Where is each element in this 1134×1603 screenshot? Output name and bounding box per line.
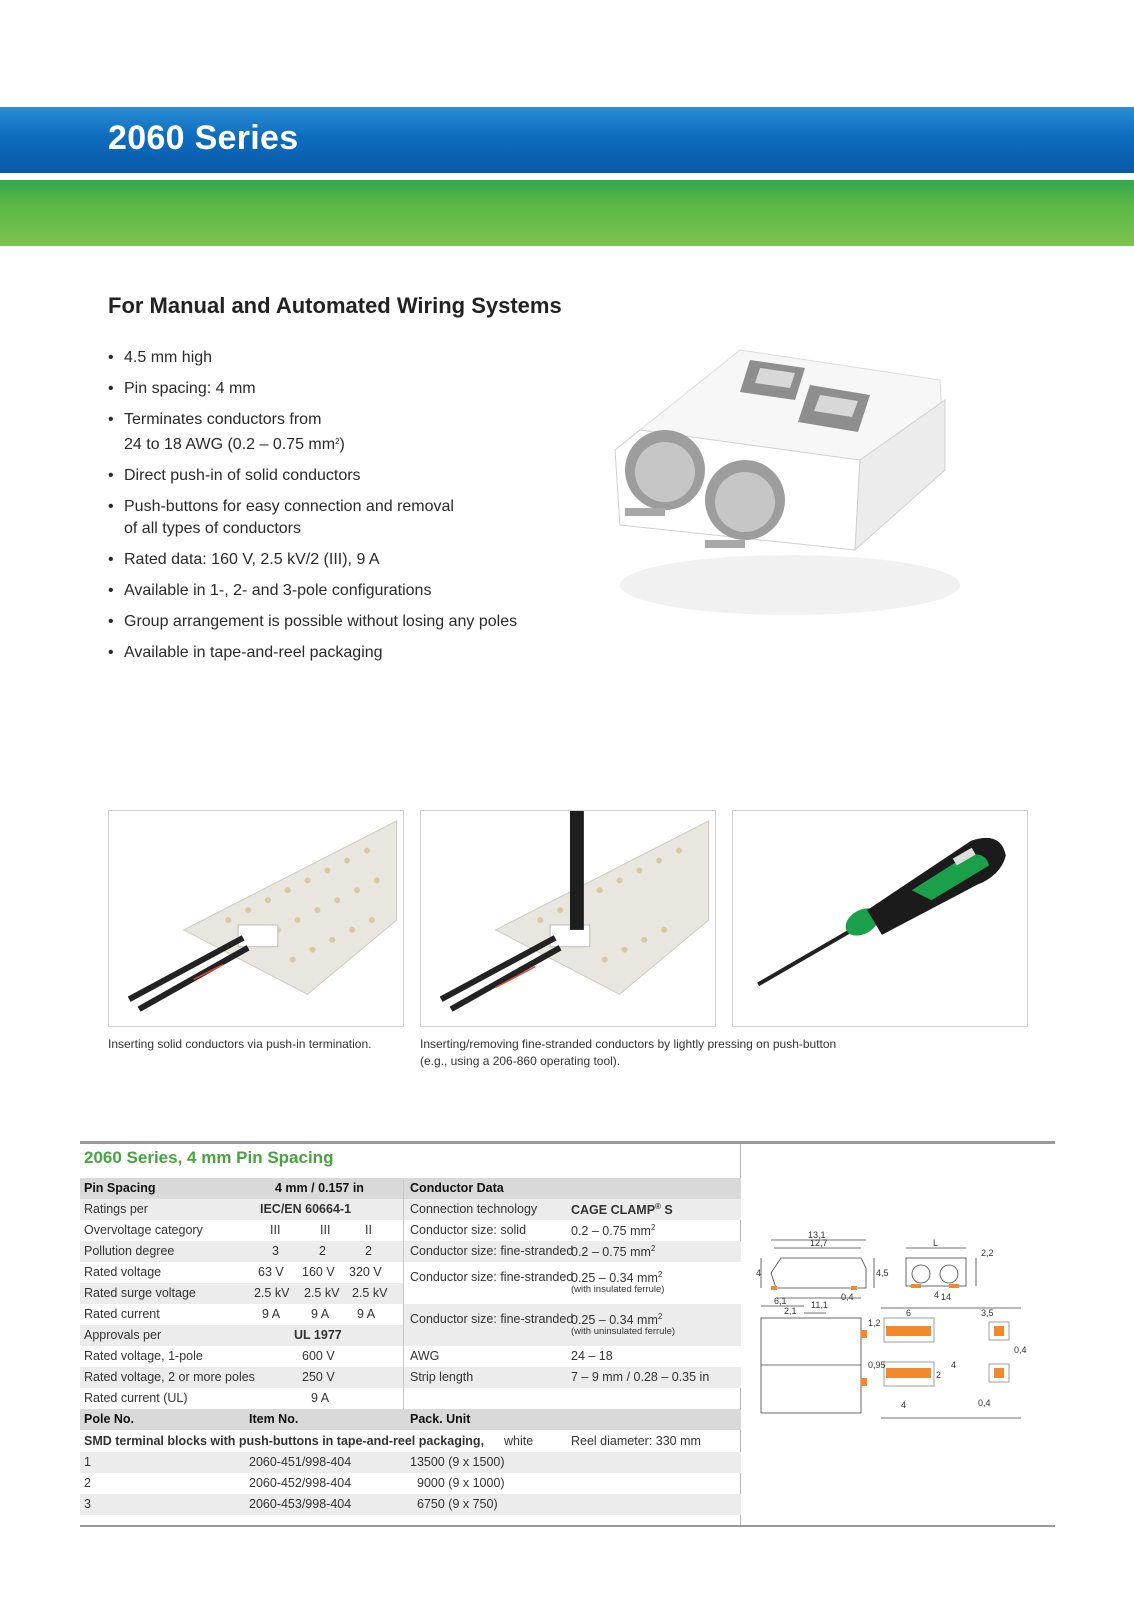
product-image	[600, 340, 980, 620]
dim-12-7: 12,7	[810, 1238, 828, 1248]
spec-title: 2060 Series, 4 mm Pin Spacing	[84, 1148, 334, 1167]
feature-item: • Pin spacing: 4 mm	[108, 378, 578, 400]
header-divider	[0, 173, 1134, 180]
spec-row: Pollution degree 3 2 2	[80, 1241, 741, 1262]
spec-row: Overvoltage category III III II	[84, 1223, 372, 1237]
dim-2-2: 2,2	[981, 1248, 994, 1258]
dim-6-1: 6,1	[774, 1296, 787, 1306]
dim-4: 4	[756, 1268, 762, 1278]
page-title: 2060 Series	[108, 119, 299, 157]
feature-item: • Push-buttons for easy connection and removal of all types of conductors	[108, 496, 578, 540]
dim-6: 6	[906, 1308, 912, 1318]
feature-item: • 4.5 mm high	[108, 347, 578, 369]
feature-list	[108, 347, 578, 673]
spec-row: Rated voltage, 2 or more poles 250 V	[80, 1367, 741, 1388]
conductor-row: Conductor size: fine-stranded 0.25 – 0.34 $mm^2$ (with insulated ferrule)	[404, 1262, 741, 1304]
conductor-row: Connection technology CAGE CLAMP® S	[410, 1202, 673, 1217]
dim-2: 2	[936, 1370, 942, 1380]
dim-13-1: 13,1	[808, 1230, 826, 1240]
dim-4c: 4	[951, 1360, 957, 1370]
feature-item: • Available in tape-and-reel packaging	[108, 642, 578, 664]
caption-push-in: Inserting solid conductors via push-in termination.	[108, 1037, 372, 1051]
spec-row: Rated current (UL) 9 A	[84, 1391, 330, 1405]
feature-item: • Terminates conductors from 24 to 18 AWG (0.2 – 0.75 $mm^2$)	[108, 409, 578, 456]
dim-4b: 4	[934, 1290, 940, 1300]
dim-0-95: 0,95	[868, 1360, 886, 1370]
column-divider	[403, 1180, 404, 1410]
dim-0-4c: 0,4	[978, 1398, 991, 1408]
spec-row: Rated voltage, 1-pole 600 V	[84, 1349, 335, 1363]
order-group-row: SMD terminal blocks with push-buttons in tape-and-reel packaging, white Reel diameter: 330 mm	[84, 1434, 701, 1448]
dim-L: L	[933, 1238, 939, 1248]
conductor-row: AWG 24 – 18	[404, 1346, 741, 1367]
photo-fine-stranded	[420, 810, 716, 1027]
order-header-row: Pole No. Item No. Pack. Unit	[80, 1409, 741, 1430]
caption-fine-stranded: Inserting/removing fine-stranded conductors by lightly pressing on push-button (e.g., using a 206-860 operating tool).	[420, 1037, 837, 1068]
dim-0-4a: 0,4	[841, 1292, 854, 1302]
green-band	[0, 180, 1134, 246]
dim-11-1: 11,1	[811, 1300, 828, 1310]
spec-header-row: Pin Spacing 4 mm / 0.157 in Conductor Data	[80, 1178, 741, 1199]
spec-row: Rated current 9 A 9 A 9 A	[84, 1307, 376, 1321]
spec-left-panel	[80, 1144, 741, 1525]
feature-item: • Rated data: 160 V, 2.5 kV/2 (III), 9 A	[108, 549, 578, 571]
conductor-row: Strip length 7 – 9 mm / 0.28 – 0.35 in	[404, 1367, 741, 1388]
dim-4d: 4	[901, 1400, 907, 1410]
dim-1-2: 1,2	[868, 1318, 881, 1328]
conductor-row: Conductor size: fine-stranded 0.25 – 0.34 $mm^2$ (with uninsulated ferrule)	[404, 1304, 741, 1346]
conductor-row: Conductor size: solid 0.2 – 0.75 $mm^2$	[410, 1223, 656, 1238]
spec-row: Rated surge voltage 2.5 kV 2.5 kV 2.5 kV	[80, 1283, 741, 1304]
conductor-row: Conductor size: fine-stranded 0.2 – 0.75 $mm^2$	[410, 1244, 656, 1259]
dim-0-4b: 0,4	[1014, 1345, 1027, 1355]
order-row: 1 2060-451/998-404 13500 (9 x 1500)	[80, 1452, 741, 1473]
dim-3-5: 3,5	[981, 1308, 994, 1318]
order-row: 3 2060-453/998-404 6750 (9 x 750)	[80, 1494, 741, 1515]
dim-14: 14	[941, 1292, 952, 1302]
feature-item: • Group arrangement is possible without losing any poles	[108, 611, 578, 633]
spec-row: Ratings per IEC/EN 60664-1	[80, 1199, 741, 1220]
dim-4-5: 4,5	[876, 1268, 889, 1278]
section-subtitle: For Manual and Automated Wiring Systems	[108, 293, 562, 318]
feature-item: • Available in 1-, 2- and 3-pole configurations	[108, 580, 578, 602]
photo-operating-tool	[732, 810, 1028, 1027]
header-band	[0, 107, 1134, 173]
feature-item: • Direct push-in of solid conductors	[108, 465, 578, 487]
photo-push-in-solid	[108, 810, 404, 1027]
spec-row: Rated voltage 63 V 160 V 320 V	[84, 1265, 382, 1279]
order-row: 2 2060-452/998-404 9000 (9 x 1000)	[84, 1476, 505, 1490]
dim-2-1: 2,1	[784, 1306, 797, 1316]
dimension-drawing	[756, 1218, 1056, 1448]
spec-row: Approvals per UL 1977	[80, 1325, 741, 1346]
